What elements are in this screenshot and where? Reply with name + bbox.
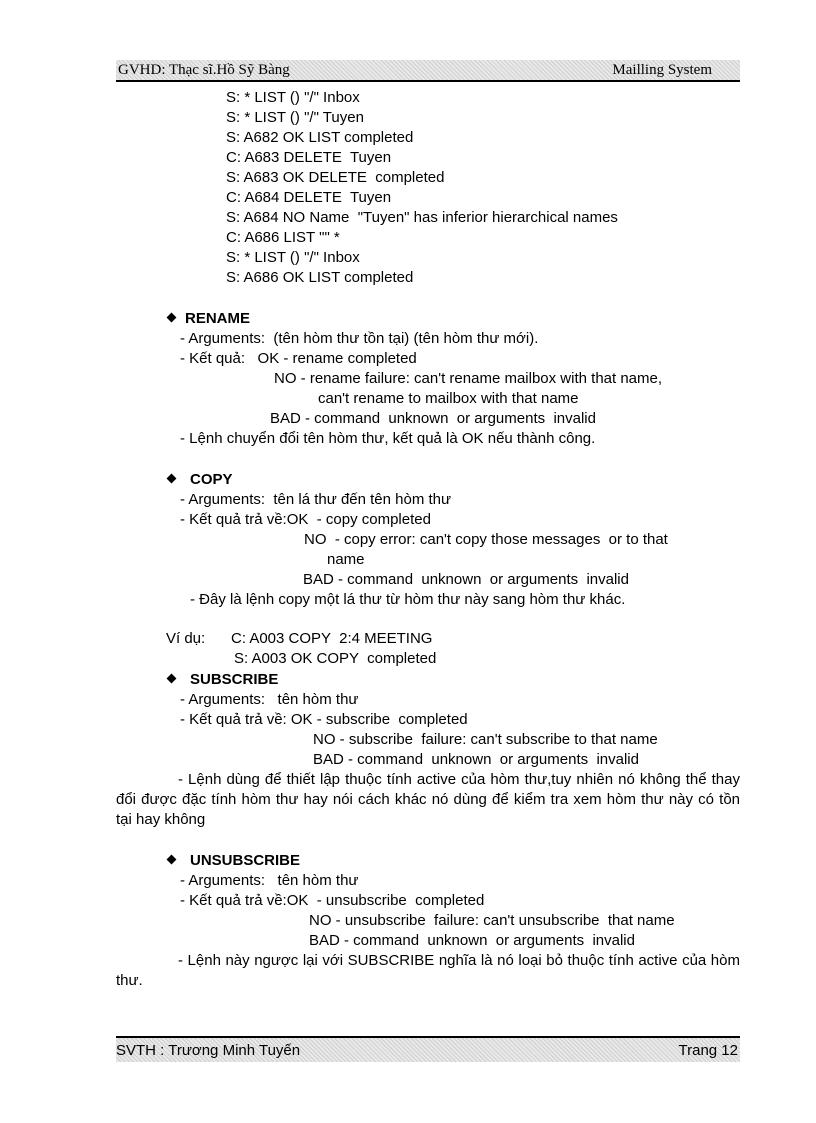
example-line: S: A683 OK DELETE completed [226,169,445,186]
bullet-diamond-icon [167,313,177,323]
example-line: C: A684 DELETE Tuyen [226,189,392,206]
result-no-line: NO - subscribe failure: can't subscribe to that name [313,731,658,748]
result-no-line: NO - rename failure: can't rename mailbox with that name, [274,370,663,387]
result-no-line: name [327,551,365,568]
description: - Lệnh này ngược lại với SUBSCRIBE nghĩa là nó loại bỏ thuộc tính active của hòm thư. [116,952,740,989]
example-line: S: * LIST () "/" Inbox [226,249,360,266]
example-server-line: S: A003 OK COPY completed [234,650,437,667]
page-footer [116,1036,740,1062]
arguments-line: - Arguments: (tên hòm thư tồn tại) (tên hòm thư mới). [180,330,539,347]
result-no-line: NO - unsubscribe failure: can't unsubscribe that name [309,912,675,929]
example-line: S: A686 OK LIST completed [226,269,414,286]
example-line: S: A684 NO Name "Tuyen" has inferior hierarchical names [226,209,618,226]
result-line: - Kết quả: OK - rename completed [180,350,417,367]
footer-student: SVTH : Trương Minh Tuyến [116,1042,301,1059]
result-no-line: can't rename to mailbox with that name [318,390,579,407]
bullet-diamond-icon [167,855,177,865]
description: - Lệnh chuyển đổi tên hòm thư, kết quả là OK nếu thành công. [180,430,596,447]
example-line: S: * LIST () "/" Inbox [226,89,360,106]
result-line: - Kết quả trả về: OK - subscribe completed [180,711,468,728]
arguments-line: - Arguments: tên hòm thư [180,872,359,889]
result-bad-line: BAD - command unknown or arguments invalid [309,932,635,949]
description: - Đây là lệnh copy một lá thư từ hòm thư này sang hòm thư khác. [190,591,626,608]
result-line: - Kết quả trả về:OK - unsubscribe completed [180,892,485,909]
section-title: SUBSCRIBE [190,671,279,688]
example-label: Ví dụ: [166,630,206,647]
header-title: Mailling System [612,62,712,78]
example-line: C: A686 LIST "" * [226,229,340,246]
result-bad-line: BAD - command unknown or arguments invalid [313,751,639,768]
result-no-line: NO - copy error: can't copy those messages or to that [304,531,668,548]
example-line: C: A683 DELETE Tuyen [226,149,392,166]
bullet-diamond-icon [167,674,177,684]
example-line: S: A682 OK LIST completed [226,129,414,146]
page-number: Trang 12 [678,1042,738,1059]
page-header [116,60,740,82]
section-title: COPY [190,471,233,488]
description: - Lệnh dùng để thiết lập thuộc tính active của hòm thư,tuy nhiên nó không thể thay đổi được đặc tính hòm thư hay nói cách khác nó dùng để kiểm tra xem hòm thư này có tồn tại hay không [116,771,740,828]
example-client-line: C: A003 COPY 2:4 MEETING [231,630,433,647]
section-title: RENAME [185,310,251,327]
example-line: S: * LIST () "/" Tuyen [226,109,364,126]
bullet-diamond-icon [167,474,177,484]
header-instructor: GVHD: Thạc sĩ.Hồ Sỹ Bàng [118,62,290,78]
arguments-line: - Arguments: tên hòm thư [180,691,359,708]
result-bad-line: BAD - command unknown or arguments invalid [270,410,596,427]
result-line: - Kết quả trả về:OK - copy completed [180,511,431,528]
section-title: UNSUBSCRIBE [190,852,301,869]
result-bad-line: BAD - command unknown or arguments invalid [303,571,629,588]
arguments-line: - Arguments: tên lá thư đến tên hòm thư [180,491,452,508]
